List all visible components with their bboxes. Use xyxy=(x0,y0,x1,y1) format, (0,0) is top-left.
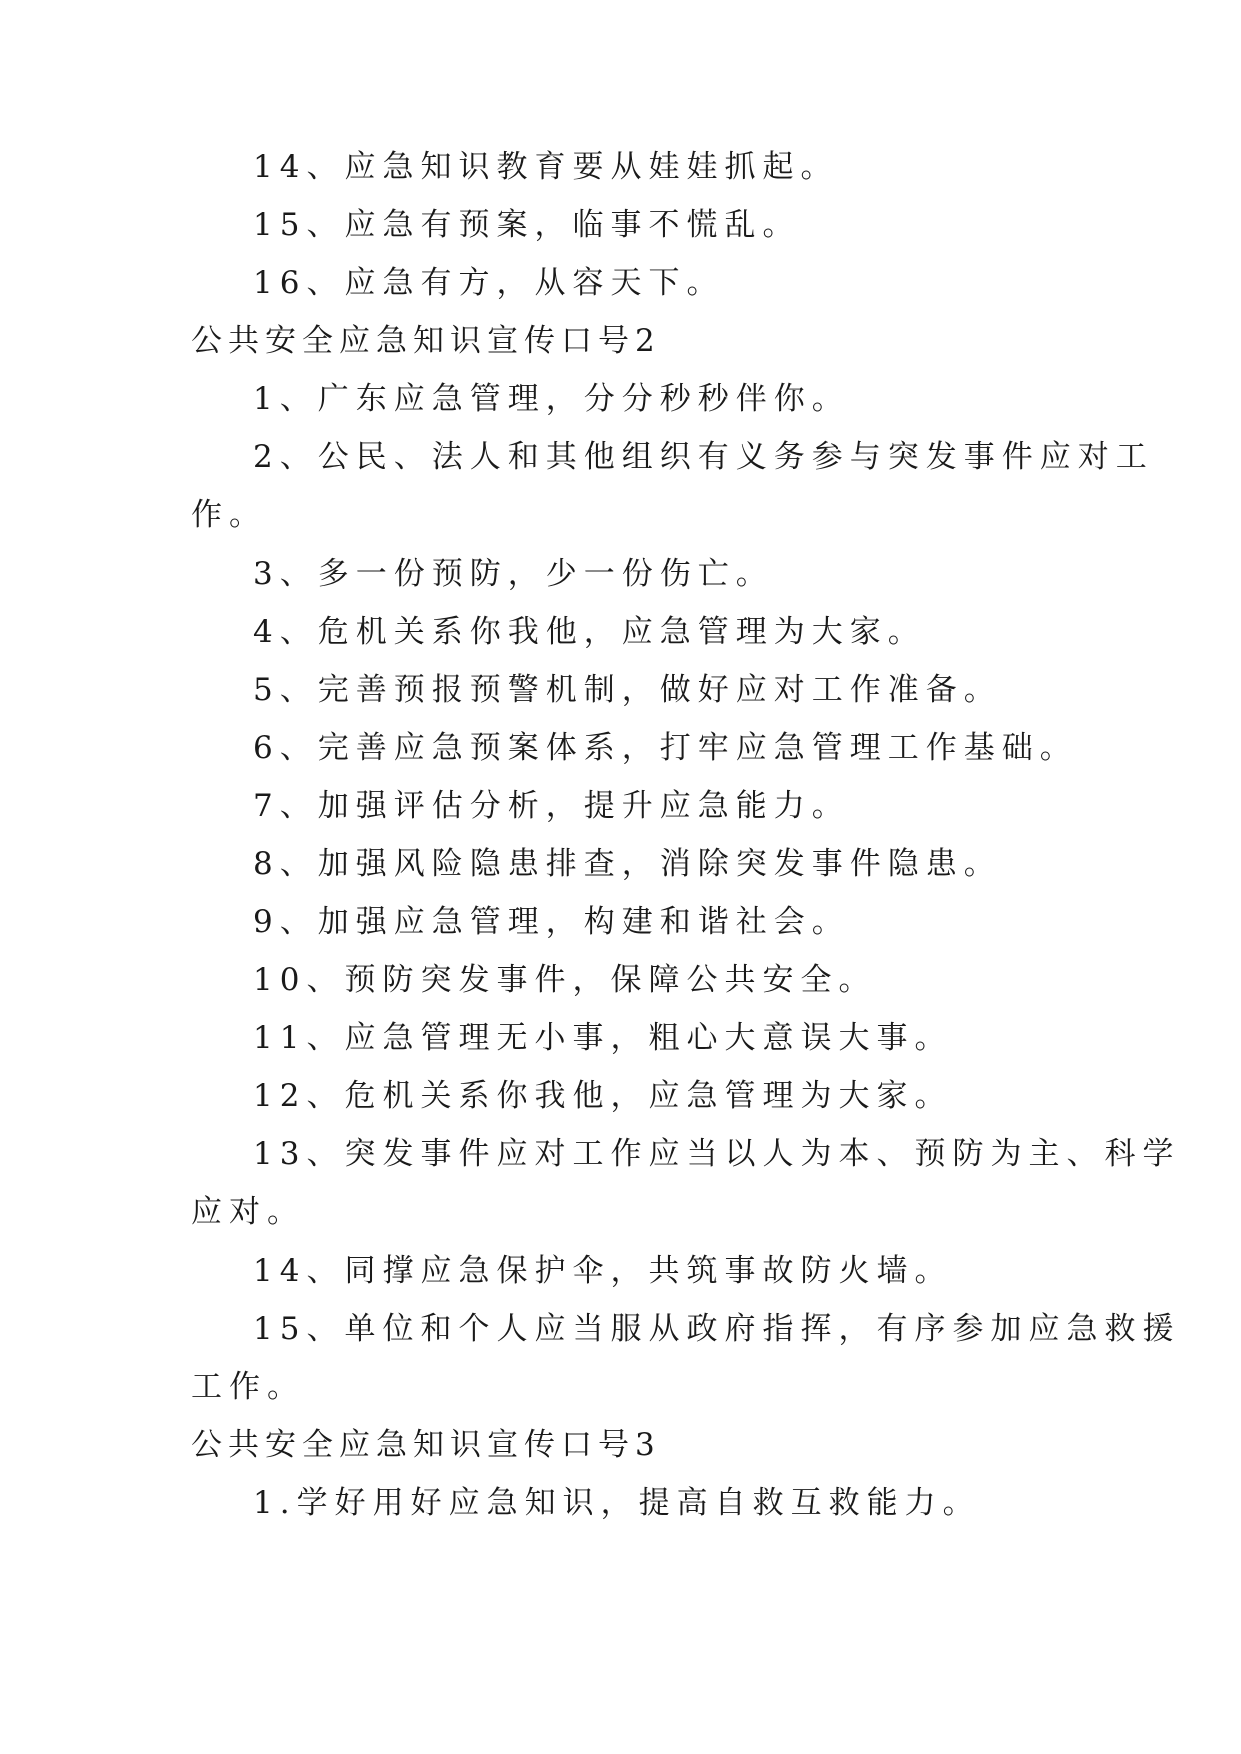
list-item: 14、同撑应急保护伞，共筑事故防火墙。 xyxy=(253,1253,953,1289)
list-item-continuation: 应对。 xyxy=(191,1194,305,1230)
list-item: 7、加强评估分析，提升应急能力。 xyxy=(253,788,850,824)
list-item: 13、突发事件应对工作应当以人为本、预防为主、科学 xyxy=(253,1136,1181,1172)
list-item: 5、完善预报预警机制，做好应对工作准备。 xyxy=(253,672,1002,708)
list-item: 8、加强风险隐患排查，消除突发事件隐患。 xyxy=(253,846,1002,882)
list-item-continuation: 作。 xyxy=(191,497,267,533)
list-item-continuation: 工作。 xyxy=(191,1369,305,1405)
list-item: 6、完善应急预案体系，打牢应急管理工作基础。 xyxy=(253,730,1078,766)
list-item: 11、应急管理无小事，粗心大意误大事。 xyxy=(253,1020,953,1056)
list-item: 1.学好用好应急知识，提高自救互救能力。 xyxy=(253,1485,981,1521)
list-item: 12、危机关系你我他，应急管理为大家。 xyxy=(253,1078,953,1114)
list-item: 3、多一份预防，少一份伤亡。 xyxy=(253,556,774,592)
list-item: 1、广东应急管理，分分秒秒伴你。 xyxy=(253,381,850,417)
list-item: 4、危机关系你我他，应急管理为大家。 xyxy=(253,614,926,650)
list-item: 15、应急有预案，临事不慌乱。 xyxy=(253,207,801,243)
list-item: 15、单位和个人应当服从政府指挥，有序参加应急救援 xyxy=(253,1311,1181,1347)
list-item: 9、加强应急管理，构建和谐社会。 xyxy=(253,904,850,940)
section-heading: 公共安全应急知识宣传口号3 xyxy=(191,1427,661,1463)
list-item: 2、公民、法人和其他组织有义务参与突发事件应对工 xyxy=(253,439,1154,475)
list-item: 16、应急有方，从容天下。 xyxy=(253,265,725,301)
section-heading: 公共安全应急知识宣传口号2 xyxy=(191,323,661,359)
list-item: 14、应急知识教育要从娃娃抓起。 xyxy=(253,149,839,185)
list-item: 10、预防突发事件，保障公共安全。 xyxy=(253,962,877,998)
